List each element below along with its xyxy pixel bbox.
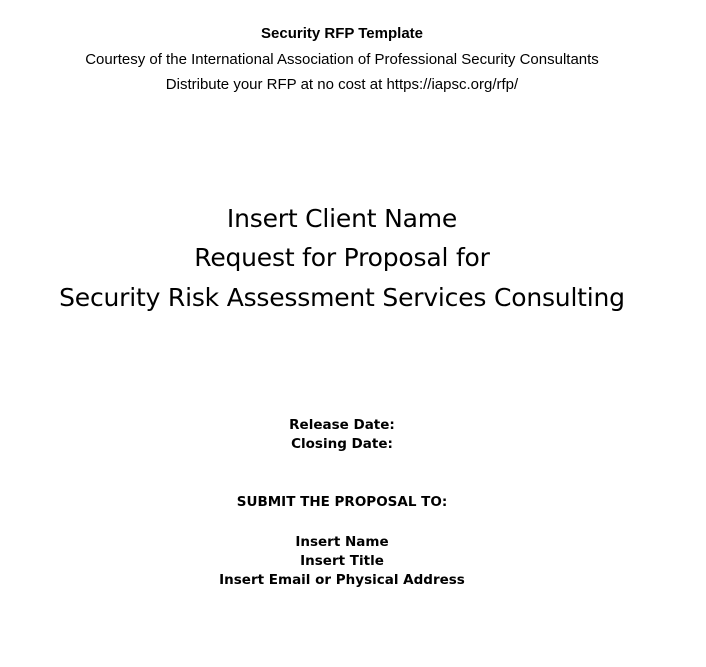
submit-title: Insert Title [300,553,384,569]
closing-date-label: Closing Date: [291,436,393,452]
submit-name: Insert Name [295,534,389,550]
release-date-label: Release Date: [289,417,395,433]
rfp-line: Request for Proposal for [194,243,490,272]
distribute-line: Distribute your RFP at no cost at https://iapsc.org/rfp/ [165,76,519,93]
courtesy-line: Courtesy of the International Association of Professional Security Consultants [85,51,599,68]
service-line: Security Risk Assessment Services Consulting [59,283,625,312]
submit-heading: SUBMIT THE PROPOSAL TO: [236,494,448,510]
template-title: Security RFP Template [261,25,423,42]
submit-address: Insert Email or Physical Address [219,572,465,588]
client-name: Insert Client Name [226,204,458,233]
